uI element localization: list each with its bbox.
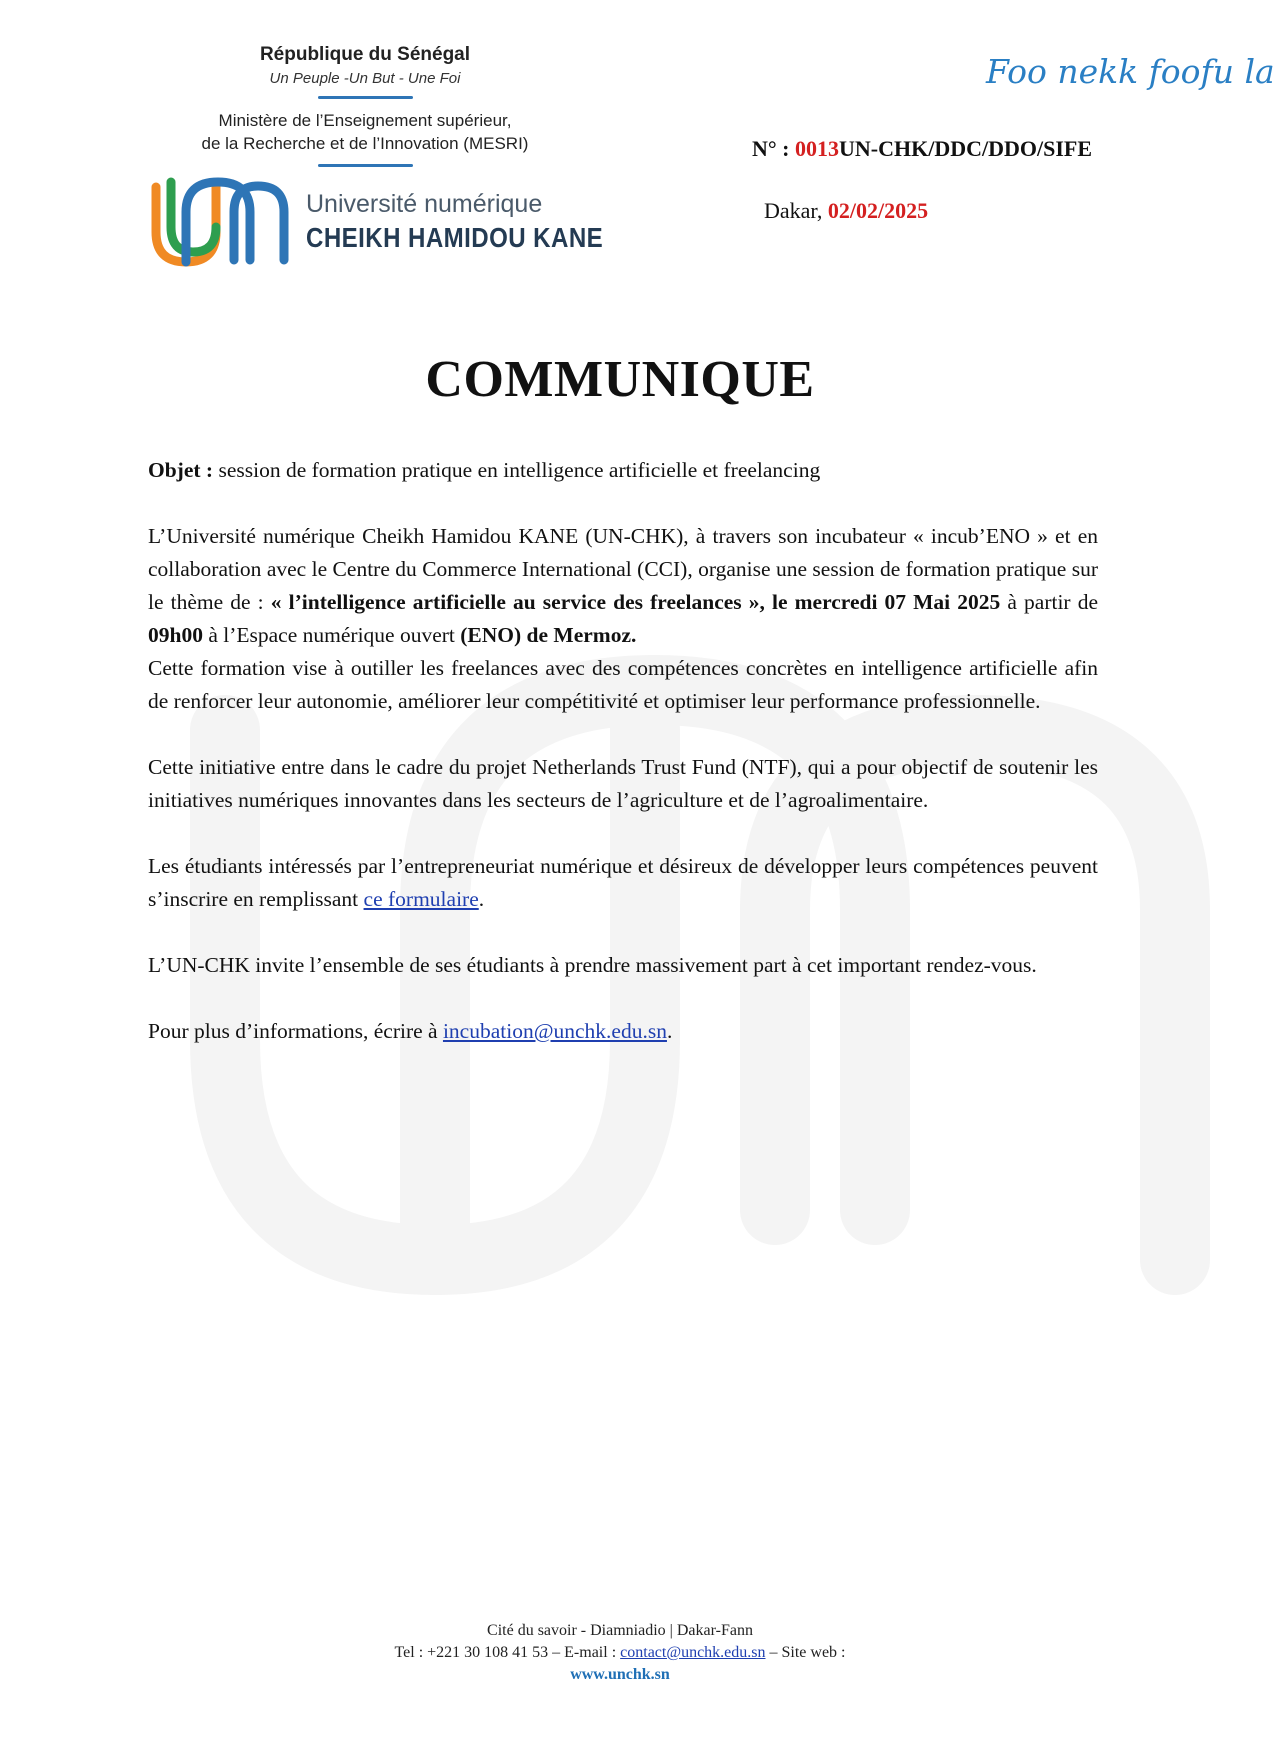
logo-text-line-1: Université numérique [306,190,543,218]
footer-tel: Tel : +221 30 108 41 53 – E-mail : [394,1644,621,1661]
website-link[interactable]: www.unchk.sn [570,1666,670,1683]
para1-text: à partir de [1000,590,1098,614]
para4-text: Les étudiants intéressés par l’entrepreneuriat numérique et désireux de développer leurs compétences peuvent s’inscrire en remplissant [148,854,1098,911]
para1-text: à l’Espace numérique ouvert [202,623,461,647]
national-motto: Un Peuple -Un But - Une Foi [269,70,461,87]
object-label: Objet : [148,458,214,482]
footer-address: Cité du savoir - Diamniadio | Dakar-Fann [487,1622,753,1639]
para6-text: Pour plus d’informations, écrire à [148,1019,443,1043]
logo-text-line-2: CHEIKH HAMIDOU KANE [306,222,604,253]
object-text: session de formation pratique en intelligence artificielle et freelancing [213,458,821,482]
ministry-line-1: Ministère de l’Enseignement supérieur, [218,111,512,130]
ministry-line-2: de la Recherche et de l’Innovation (MESRI) [201,134,529,153]
footer-site-label: – Site web : [765,1644,846,1661]
un-logo-icon [146,172,296,272]
divider [318,164,413,167]
slogan: Foo nekk foofu la [986,52,1275,91]
para1-bold-place: (ENO) de Mermoz. [460,623,637,647]
republic-name: République du Sénégal [259,44,471,65]
paragraph-6 [148,1015,1098,1048]
reference-number [752,136,1092,162]
para1-text: L’Université numérique Cheikh Hamidou KANE (UN-CHK), à travers son incubateur « incub’ENO » et en collaboration avec le Centre du Commerce International (CCI), organise une session de formation pratique sur le thème de : [148,524,1098,614]
university-logo [146,172,604,272]
footer-contact [0,1642,1240,1664]
date-value: 02/02/2025 [827,198,929,223]
form-link[interactable]: ce formulaire [363,887,479,911]
para1-bold-time: 09h00 [148,623,203,647]
document-date [764,198,928,224]
para6-end: . [666,1019,673,1043]
paragraph-2: Cette formation vise à outiller les freelances avec des compétences concrètes en intelligence artificielle afin de renforcer leur autonomie, améliorer leur compétitivité et optimiser leur performance professionnelle. [148,656,1098,713]
page-title: COMMUNIQUE [425,351,815,408]
header-left [150,44,580,177]
paragraph-5: L’UN-CHK invite l’ensemble de ses étudiants à prendre massivement part à cet important rendez-vous. [148,953,1037,977]
communique-body [148,454,1098,1081]
date-prefix: Dakar, [764,198,828,223]
divider [318,96,413,99]
ref-suffix: UN-CHK/DDC/DDO/SIFE [839,136,1093,161]
incubation-email-link[interactable]: incubation@unchk.edu.sn [442,1019,667,1043]
footer [0,1620,1240,1686]
paragraph-3: Cette initiative entre dans le cadre du projet Netherlands Trust Fund (NTF), qui a pour objectif de soutenir les initiatives numériques innovantes dans les secteurs de l’agriculture et de l’agroalimentaire. [148,755,1098,812]
paragraph-4 [148,850,1098,916]
para1-bold-theme: « l’intelligence artificielle au service des freelances », le mercredi 07 Mai 2025 [270,590,1001,614]
ref-prefix: N° : [752,136,796,161]
ref-number: 0013 [795,136,840,161]
para4-end: . [478,887,485,911]
paragraph-1 [148,520,1098,652]
object-line [148,454,1098,487]
contact-email-link[interactable]: contact@unchk.edu.sn [620,1644,766,1661]
